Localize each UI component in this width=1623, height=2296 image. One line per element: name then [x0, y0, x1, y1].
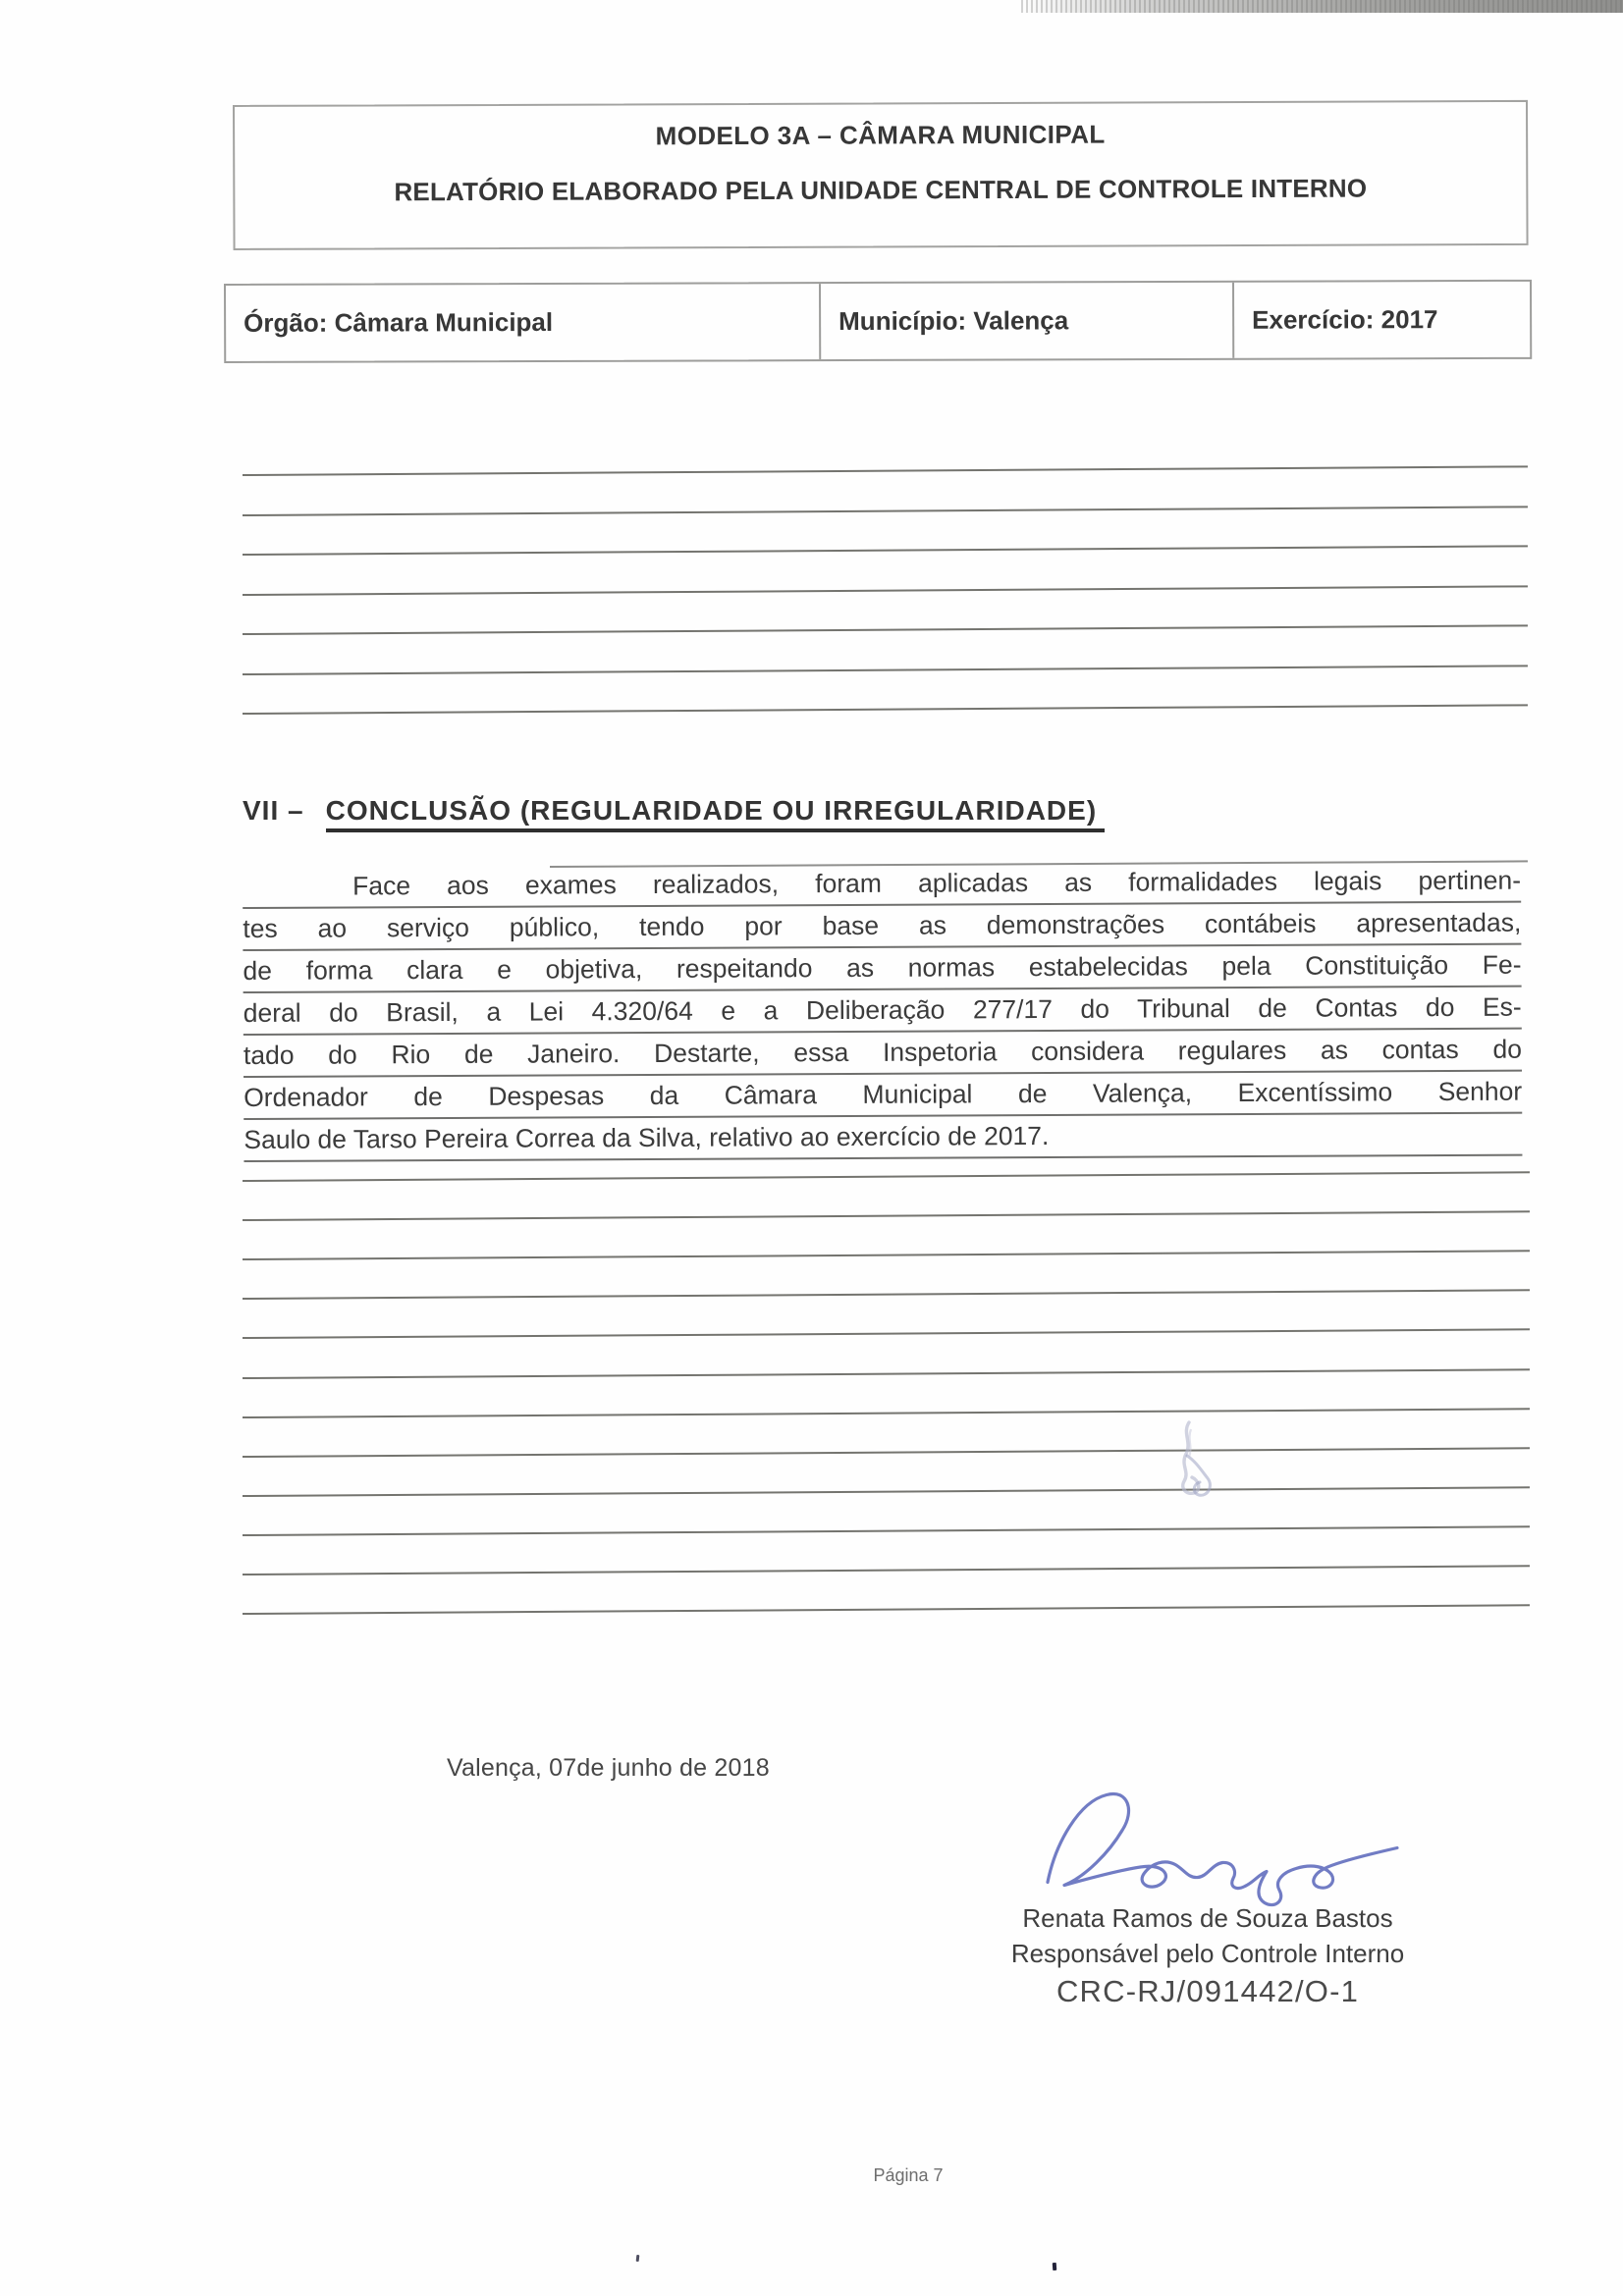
- conclusion-line: Ordenador de Despesas da Câmara Municipal de Valença, Excentíssimo Senhor: [243, 1072, 1522, 1120]
- scan-speck: [636, 2255, 640, 2262]
- place-date-line: Valença, 07de junho de 2018: [447, 1754, 770, 1782]
- conclusion-line: Saulo de Tarso Pereira Correa da Silva, relativo ao exercício de 2017.: [243, 1114, 1522, 1162]
- conclusion-line: tado do Rio de Janeiro. Destarte, essa Inspetoria considera regulares as contas do: [243, 1030, 1522, 1078]
- conclusion-paragraph: [243, 861, 1522, 1162]
- conclusion-line: Face aos exames realizados, foram aplicadas as formalidades legais pertinen-: [243, 861, 1521, 909]
- blank-ruled-line: [243, 1210, 1530, 1221]
- blank-ruled-line: [243, 465, 1528, 476]
- conclusion-line: tes ao serviço público, tendo por base as demonstrações contábeis apresentadas,: [243, 903, 1521, 951]
- signer-registration: CRC-RJ/091442/O-1: [1055, 1974, 1360, 2008]
- conclusion-line: de forma clara e objetiva, respeitando as normas estabelecidas pela Constituição Fe-: [243, 945, 1521, 993]
- blank-ruled-line: [243, 665, 1528, 675]
- page-number: Página 7: [873, 2165, 944, 2185]
- blank-ruled-line: [243, 1368, 1530, 1379]
- blank-ruled-line: [243, 506, 1528, 516]
- document-header-box: [233, 100, 1529, 250]
- scan-speck: [1053, 2263, 1057, 2270]
- signer-block: [982, 1900, 1434, 2012]
- blank-ruled-line: [243, 1447, 1530, 1458]
- blank-ruled-line: [243, 1290, 1530, 1301]
- blank-ruled-line: [243, 1171, 1530, 1182]
- blank-ruled-line: [243, 624, 1528, 635]
- scanner-edge-artifact: [1021, 0, 1623, 13]
- signer-name: Renata Ramos de Souza Bastos: [1022, 1903, 1393, 1933]
- ink-smudge: [1157, 1417, 1225, 1504]
- info-cell-fiscal-year: Exercício: 2017: [1232, 282, 1530, 358]
- blank-ruled-line: [243, 1329, 1530, 1340]
- section-number: VII –: [243, 795, 304, 826]
- report-title: RELATÓRIO ELABORADO PELA UNIDADE CENTRAL DE CONTROLE INTERNO: [394, 173, 1368, 207]
- blank-ruled-line: [243, 545, 1528, 556]
- blank-ruled-line: [243, 585, 1528, 596]
- blank-ruled-line: [243, 1525, 1530, 1536]
- blank-ruled-line: [243, 704, 1528, 715]
- blank-ruled-line: [243, 1486, 1530, 1497]
- info-cell-organ: Órgão: Câmara Municipal: [243, 306, 554, 338]
- info-cell-municipality: Município: Valença: [819, 283, 1232, 359]
- section-heading: [243, 795, 1105, 827]
- section-title: CONCLUSÃO (REGULARIDADE OU IRREGULARIDADE): [326, 795, 1106, 832]
- signer-role: Responsável pelo Controle Interno: [1010, 1939, 1405, 1968]
- blank-ruled-line: [243, 1408, 1530, 1418]
- blank-ruled-line: [243, 1604, 1530, 1615]
- model-title: MODELO 3A – CÂMARA MUNICIPAL: [655, 119, 1106, 151]
- blank-ruled-line: [243, 1250, 1530, 1260]
- signature: [987, 1785, 1419, 1910]
- conclusion-line: deral do Brasil, a Lei 4.320/64 e a Deliberação 277/17 do Tribunal de Contas do Es-: [243, 988, 1522, 1036]
- info-table: [224, 280, 1532, 363]
- blank-ruled-line: [243, 1565, 1530, 1575]
